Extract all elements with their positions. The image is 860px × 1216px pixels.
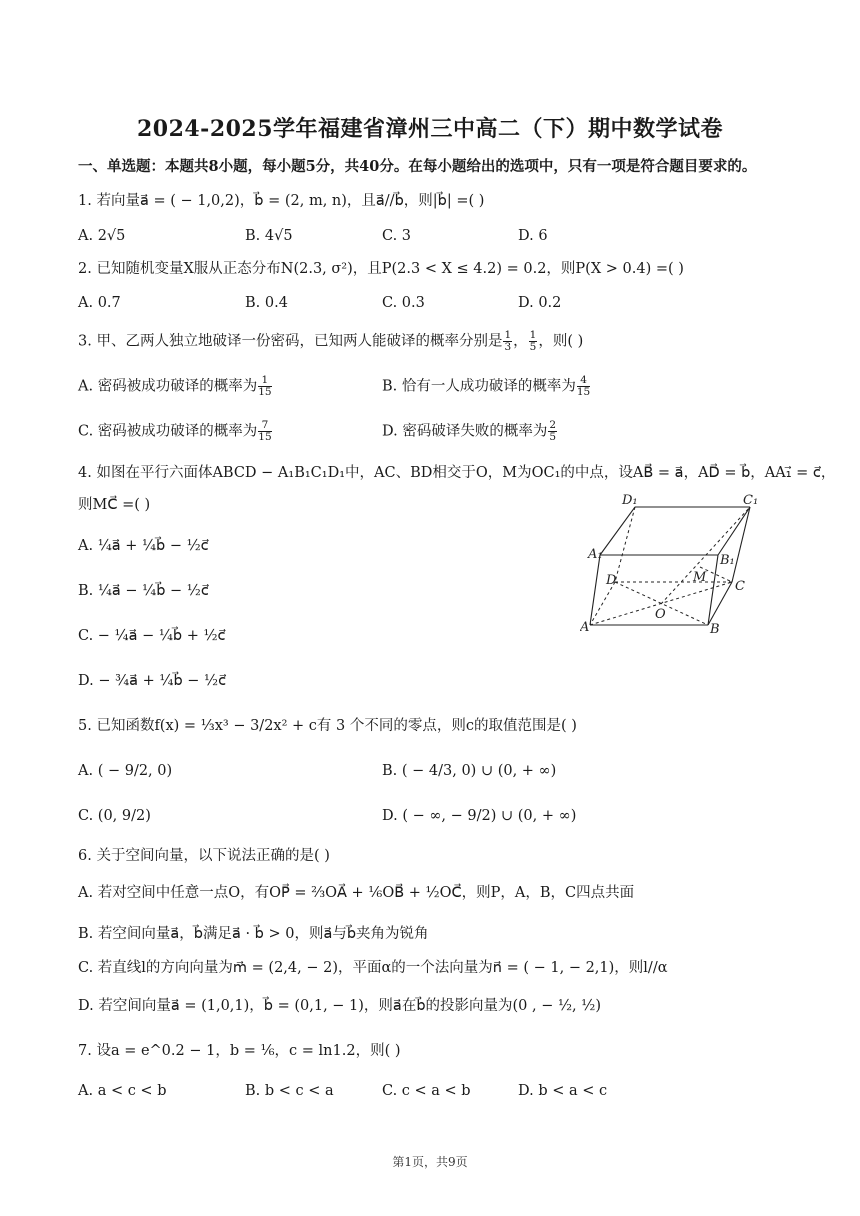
question-1-stem: 1. 若向量a⃗ = ( − 1,0,2)，b⃗ = (2, m, n)，且a⃗//b⃗，则|b⃗| =( ) bbox=[78, 193, 485, 209]
parallelepiped-figure bbox=[580, 492, 770, 642]
q3-option-d: D. 密码破译失败的概率为 $\frac{2}{5}$ bbox=[382, 419, 557, 443]
q2-option-c: C. 0.3 bbox=[382, 295, 425, 311]
question-4-stem: 4. 如图在平行六面体ABCD − A₁B₁C₁D₁中，AC、BD相交于O，M为OC₁的中点，设AB⃗ = a⃗，AD⃗ = b⃗，AA₁⃗ = c⃗， bbox=[78, 465, 836, 481]
q6-option-c: C. 若直线l的方向向量为m⃗ = (2,4, − 2)，平面α的一个法向量为n⃗ = ( − 1, − 2,1)，则l//α bbox=[78, 960, 668, 976]
question-2-stem: 2. 已知随机变量X服从正态分布N(2.3, σ²)，且P(2.3 < X ≤ 4.2) = 0.2，则P(X > 0.4) =( ) bbox=[78, 261, 684, 277]
q1-option-b: B. 4√5 bbox=[245, 228, 293, 244]
label-b1: B₁ bbox=[720, 553, 735, 568]
q5-option-b: B. ( − 4/3, 0) ∪ (0, + ∞) bbox=[382, 763, 557, 779]
q4-option-c: C. − ¼a⃗ − ¼b⃗ + ½c⃗ bbox=[78, 628, 226, 644]
q1-option-d: D. 6 bbox=[518, 228, 548, 244]
label-o: O bbox=[655, 607, 666, 622]
question-7-stem: 7. 设a = e^0.2 − 1，b = ⅙，c = ln1.2，则( ) bbox=[78, 1043, 401, 1059]
question-5-stem: 5. 已知函数f(x) = ⅓x³ − 3/2x² + c有 3 个不同的零点，则c的取值范围是( ) bbox=[78, 718, 577, 734]
section-heading: 一、单选题：本题共8小题，每小题5分，共40分。在每小题给出的选项中，只有一项是符合题目要求的。 bbox=[78, 158, 757, 175]
q3-fraction-2: $\frac{1}{5}$ bbox=[529, 329, 537, 353]
q4-option-a: A. ¼a⃗ + ¼b⃗ − ½c⃗ bbox=[78, 538, 209, 554]
q2-option-a: A. 0.7 bbox=[78, 295, 121, 311]
q5-option-d: D. ( − ∞, − 9/2) ∪ (0, + ∞) bbox=[382, 808, 577, 824]
label-d: D bbox=[606, 573, 617, 588]
q7-option-d: D. b < a < c bbox=[518, 1083, 608, 1099]
q3-option-b: B. 恰有一人成功破译的概率为 $\frac{4}{15}$ bbox=[382, 374, 591, 398]
q7-option-a: A. a < c < b bbox=[78, 1083, 167, 1099]
q4-option-b: B. ¼a⃗ − ¼b⃗ − ½c⃗ bbox=[78, 583, 209, 599]
question-4-stem-cont: 则MC⃗ =( ) bbox=[78, 497, 151, 513]
q3-option-a: A. 密码被成功破译的概率为 $\frac{1}{15}$ bbox=[78, 374, 272, 398]
q1-option-a: A. 2√5 bbox=[78, 228, 126, 244]
label-a: A bbox=[580, 620, 590, 635]
label-d1: D₁ bbox=[622, 493, 638, 508]
q6-option-d: D. 若空间向量a⃗ = (1,0,1)，b⃗ = (0,1, − 1)，则a⃗在b⃗的投影向量为(0 , − ½, ½) bbox=[78, 998, 601, 1014]
q1-option-c: C. 3 bbox=[382, 228, 412, 244]
label-m: M bbox=[693, 570, 707, 585]
q3-fraction-1: $\frac{1}{3}$ bbox=[504, 329, 512, 353]
label-c: C bbox=[735, 579, 745, 594]
q2-option-d: D. 0.2 bbox=[518, 295, 562, 311]
q3-option-c: C. 密码被成功破译的概率为 $\frac{7}{15}$ bbox=[78, 419, 272, 443]
q5-option-a: A. ( − 9/2, 0) bbox=[78, 763, 173, 779]
q5-option-c: C. (0, 9/2) bbox=[78, 808, 151, 824]
q4-option-d: D. − ¾a⃗ + ¼b⃗ − ½c⃗ bbox=[78, 673, 227, 689]
q7-option-c: C. c < a < b bbox=[382, 1083, 471, 1099]
question-6-stem: 6. 关于空间向量，以下说法正确的是( ) bbox=[78, 848, 330, 864]
label-b: B bbox=[710, 622, 720, 637]
q6-option-a: A. 若对空间中任意一点O，有OP⃗ = ⅔OA⃗ + ⅙OB⃗ + ½OC⃗，则P，A，B，C四点共面 bbox=[78, 885, 635, 901]
label-a1: A₁ bbox=[588, 547, 603, 562]
q7-option-b: B. b < c < a bbox=[245, 1083, 334, 1099]
label-c1: C₁ bbox=[743, 493, 759, 508]
q2-option-b: B. 0.4 bbox=[245, 295, 288, 311]
page-footer: 第1页，共9页 bbox=[392, 1155, 468, 1169]
q6-option-b: B. 若空间向量a⃗，b⃗满足a⃗ · b⃗ > 0，则a⃗与b⃗夹角为锐角 bbox=[78, 926, 429, 942]
page-title: 2024-2025学年福建省漳州三中高二（下）期中数学试卷 bbox=[136, 116, 724, 142]
question-3-stem: 3. 甲、乙两人独立地破译一份密码，已知两人能破译的概率分别是 $\frac{1}{3}$ ， $\frac{1}{5}$ ，则( ) bbox=[78, 329, 584, 353]
q3-stem-text: 3. 甲、乙两人独立地破译一份密码，已知两人能破译的概率分别是 bbox=[78, 333, 503, 350]
